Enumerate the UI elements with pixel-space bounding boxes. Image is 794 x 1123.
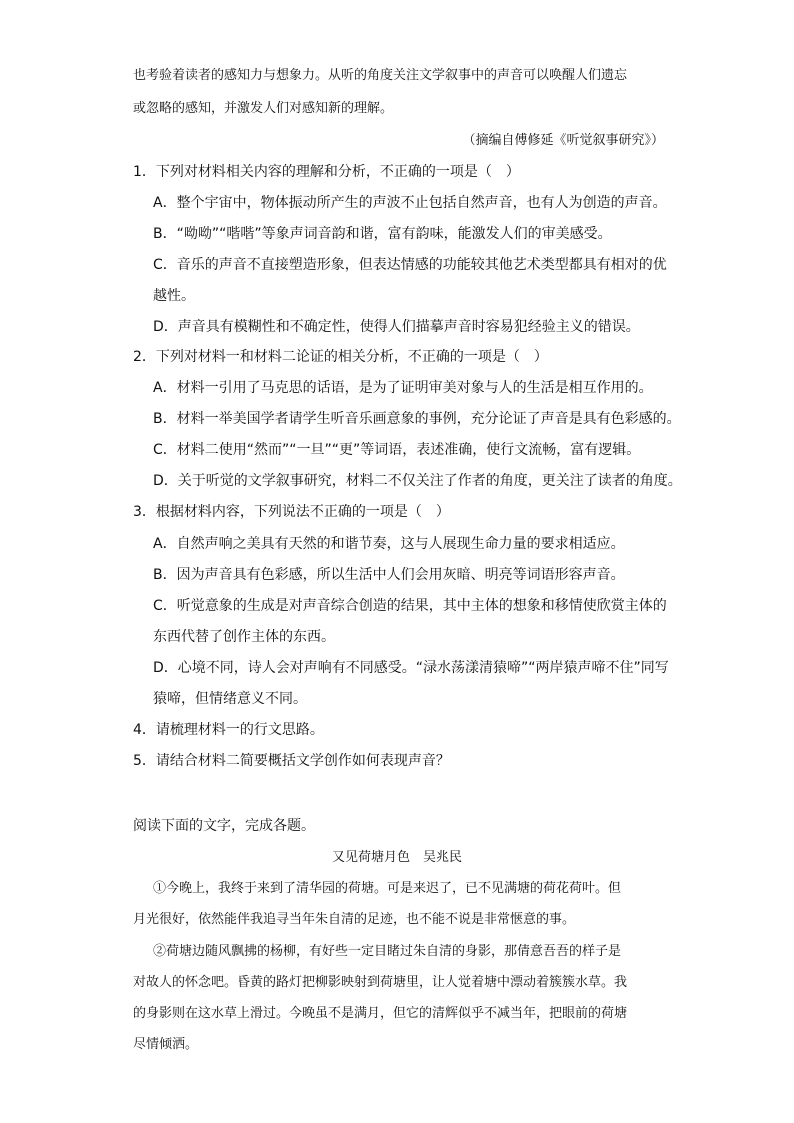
question-2-stem: 2．下列对材料一和材料二论证的相关分析，不正确的一项是（ ） xyxy=(133,349,548,365)
question-3-option-d-line-2: 猿啼，但情绪意义不同。 xyxy=(153,691,307,707)
intro-source: （摘编自傅修延《听觉叙事研究》） xyxy=(462,133,664,148)
reading-title: 又见荷塘月色 吴兆民 xyxy=(331,850,462,865)
question-2-option-c: C．材料二使用“然而”“一旦”“更”等词语，表述准确，使行文流畅，富有逻辑。 xyxy=(153,442,641,458)
question-3-option-a: A．自然声响之美具有天然的和谐节奏，这与人展现生命力量的要求相适应。 xyxy=(153,536,625,552)
question-1-stem: 1．下列对材料相关内容的理解和分析，不正确的一项是（ ） xyxy=(133,164,520,180)
reading-paragraph-1-line-2: 月光很好，依然能伴我追寻当年朱自清的足迹，也不能不说是非常惬意的事。 xyxy=(133,912,576,927)
question-1-option-b: B．“呦呦”“喈喈”等象声词音韵和谐，富有韵味，能激发人们的审美感受。 xyxy=(153,226,612,242)
question-4-stem: 4．请梳理材料一的行文思路。 xyxy=(133,722,324,738)
question-3-option-c-line-2: 东西代替了创作主体的东西。 xyxy=(153,629,335,645)
question-1-option-c-line-2: 越性。 xyxy=(153,288,195,304)
question-3-option-c-line-1: C．听觉意象的生成是对声音综合创造的结果，其中主体的想象和移情使欣赏主体的 xyxy=(153,598,667,614)
question-1-option-d: D．声音具有模糊性和不确定性，使得人们描摹声音时容易犯经验主义的错误。 xyxy=(153,319,640,335)
reading-paragraph-2-line-3: 的身影则在这水草上滑过。今晚虽不是满月，但它的清辉似乎不减当年，把眼前的荷塘 xyxy=(133,1006,628,1021)
question-3-option-d-line-1: D．心境不同，诗人会对声响有不同感受。“渌水荡漾清猿啼”“两岸猿声啼不住”同写 xyxy=(153,660,669,676)
question-1-option-a: A．整个宇宙中，物体振动所产生的声波不止包括自然声音，也有人为创造的声音。 xyxy=(153,195,667,211)
question-3-stem: 3．根据材料内容，下列说法不正确的一项是（ ） xyxy=(133,504,450,520)
intro-line-1: 也考验着读者的感知力与想象力。从听的角度关注文学叙事中的声音可以唤醒人们遗忘 xyxy=(133,68,628,83)
reading-paragraph-2-line-1: ②荷塘边随风飘拂的杨柳，有好些一定目睹过朱自清的身影，那倩意吾吾的样子是 xyxy=(153,944,622,959)
reading-instruction: 阅读下面的文字，完成各题。 xyxy=(133,818,315,834)
question-2-option-b: B．材料一举美国学者请学生听音乐画意象的事例，充分论证了声音是具有色彩感的。 xyxy=(153,411,681,427)
intro-line-2: 或忽略的感知，并激发人们对感知新的理解。 xyxy=(133,101,394,116)
question-2-option-a: A．材料一引用了马克思的话语，是为了证明审美对象与人的生活是相互作用的。 xyxy=(153,380,653,396)
question-5-stem: 5．请结合材料二简要概括文学创作如何表现声音？ xyxy=(133,753,450,769)
reading-paragraph-1-line-1: ①今晚上，我终于来到了清华园的荷塘。可是来迟了，已不见满塘的荷花荷叶。但 xyxy=(153,881,622,896)
reading-paragraph-2-line-4: 尽情倾洒。 xyxy=(133,1037,199,1052)
reading-paragraph-2-line-2: 对故人的怀念吧。昏黄的路灯把柳影映射到荷塘里，让人觉着塘中漂动着簇簇水草。我 xyxy=(133,975,628,990)
question-1-option-c-line-1: C．音乐的声音不直接塑造形象，但表达情感的功能较其他艺术类型都具有相对的优 xyxy=(153,257,667,273)
question-2-option-d: D．关于听觉的文学叙事研究，材料二不仅关注了作者的角度，更关注了读者的角度。 xyxy=(153,473,682,489)
question-3-option-b: B．因为声音具有色彩感，所以生活中人们会用灰暗、明亮等词语形容声音。 xyxy=(153,567,625,583)
